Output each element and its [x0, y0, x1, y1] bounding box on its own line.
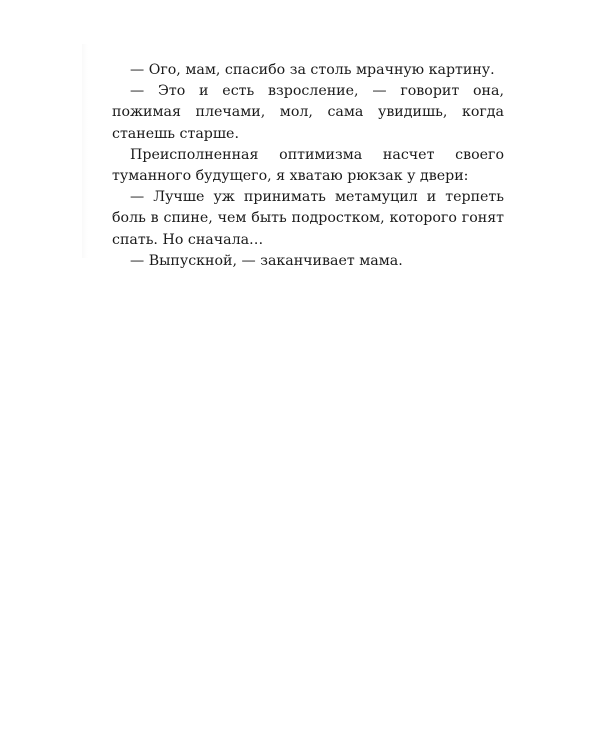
paragraph-3: Преисполненная оптимизма насчет своего туманного будущего, я хватаю рюкзак у двери:	[112, 146, 504, 185]
paragraph-5: — Выпускной, — заканчивает мама.	[130, 252, 403, 269]
page-text	[112, 60, 504, 272]
paragraph-2: — Это и есть взросление, — говорит она, пожимая плечами, мол, сама увидишь, когда станешь старше.	[112, 83, 504, 142]
paragraph-1: — Ого, мам, спасибо за столь мрачную картину.	[130, 62, 495, 78]
paragraph-4: — Лучше уж принимать метамуцил и терпеть боль в спине, чем быть подростком, которого гонят спать. Но сначала…	[112, 189, 504, 248]
page-shadow	[82, 44, 88, 258]
